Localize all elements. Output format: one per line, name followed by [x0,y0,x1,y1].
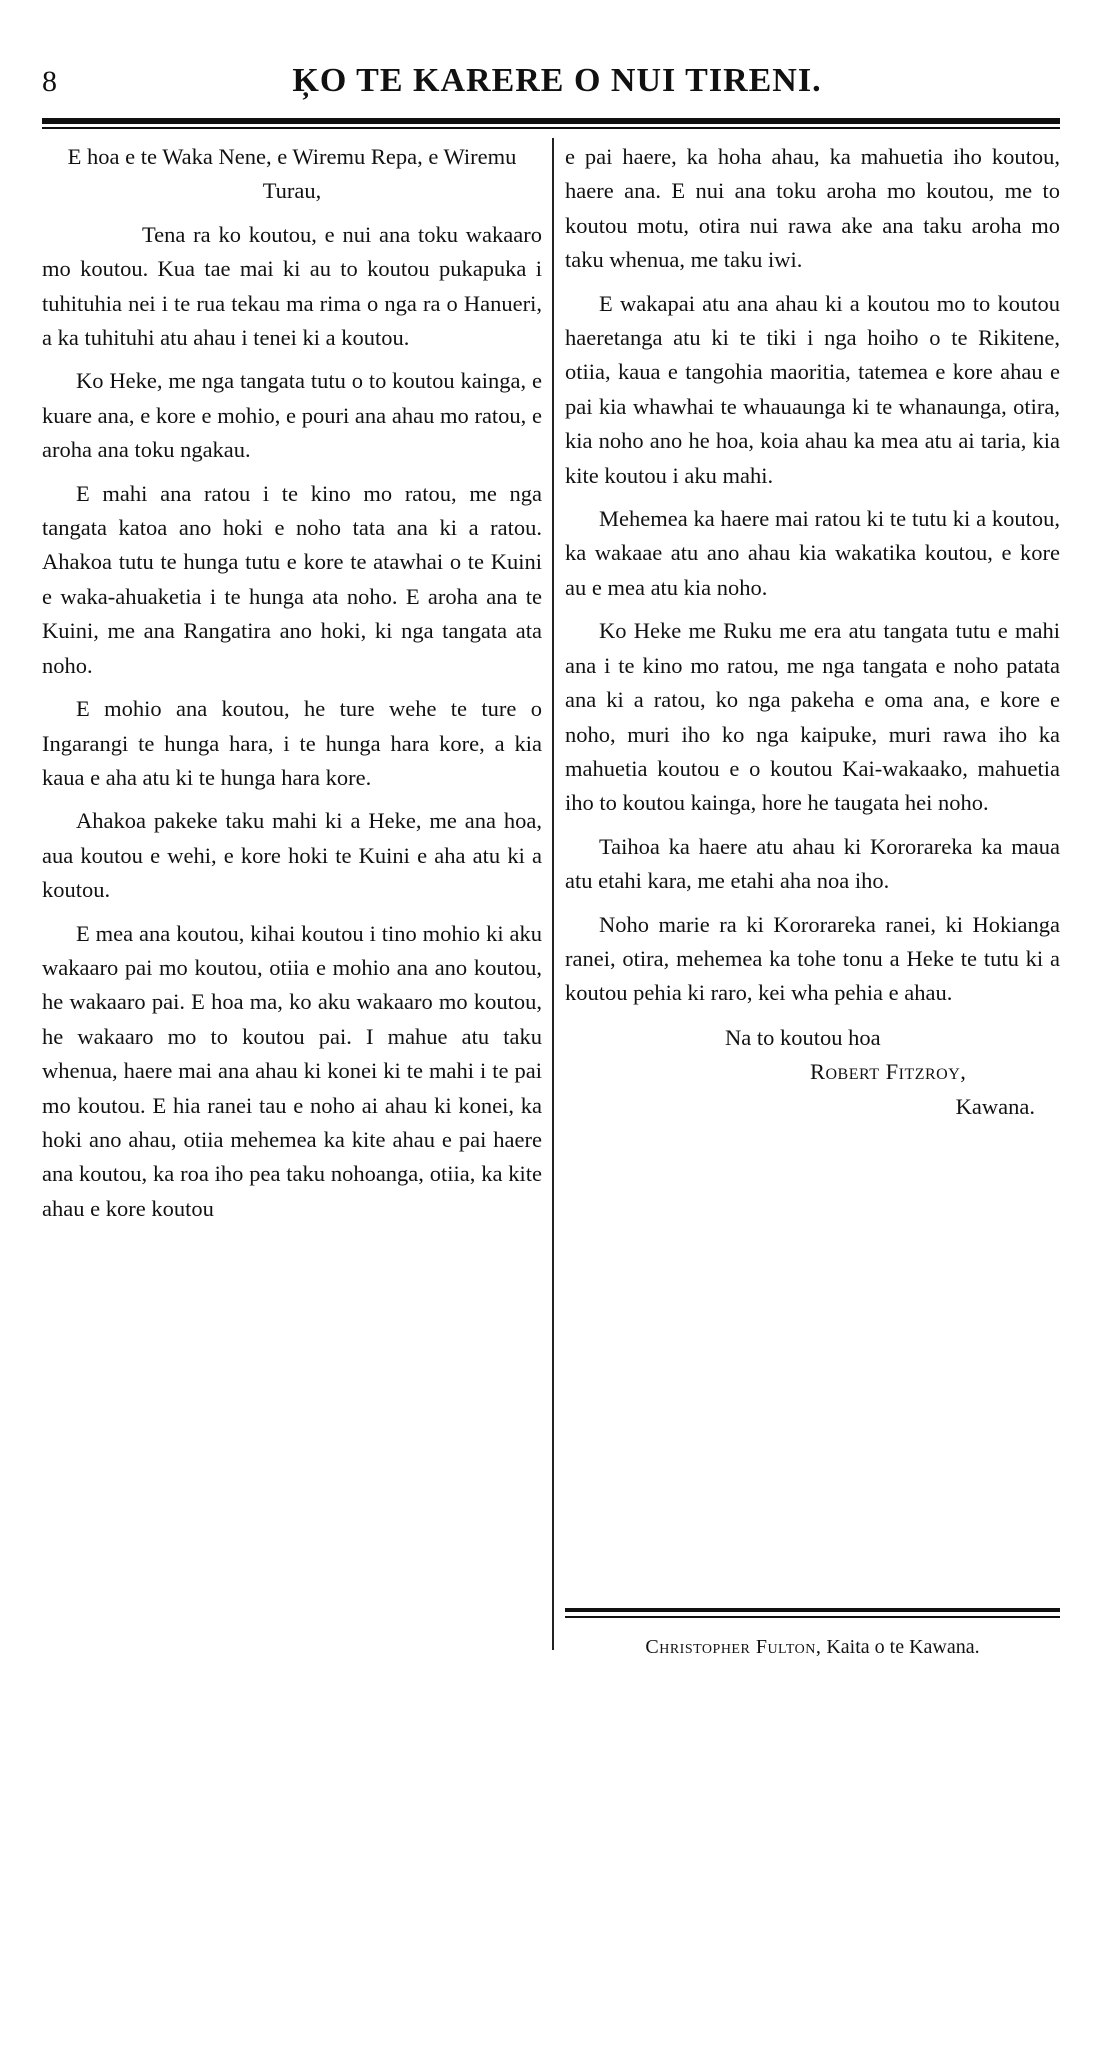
letter-paragraph-4: Ahakoa pakeke taku mahi ki a Heke, me ana hoa, aua koutou e wehi, e kore hoki te Kuini e aha atu ki a koutou. [42,808,542,903]
masthead-title: ĶO TE KARERE O NUI TIRENI. [292,62,822,99]
signature-block [565,1021,1060,1124]
letter-salutation: E hoa e te Waka Nene, e Wiremu Repa, e Wiremu Turau, [67,144,517,204]
end-rule-thin [565,1616,1060,1618]
signer-title: Kawana. [955,1093,1035,1119]
right-column [565,140,1060,1124]
masthead-rule-thin [42,127,1060,129]
printer-role: Kaita o te Kawana. [826,1636,980,1658]
letter-paragraph-2: E mahi ana ratou i te kino mo ratou, me nga tangata katoa ano hoki e noho tata ana ki a ratou. Ahakoa tutu te hunga tutu e kore te atawhai o te Kuini e waka-ahuaketia i te hunga ata noho. E aroha ana te Kuini, me ana Rangatira ano hoki, ki nga tangata ata noho. [42,480,542,678]
letter-paragraph-10: Noho marie ra ki Kororareka ranei, ki Hokianga ranei, otira, mehemea ka tohe tonu a Heke te tutu ki a koutou pehia ki raro, kei wha pehia e ahau. [565,911,1060,1006]
letter-paragraph-9: Taihoa ka haere atu ahau ki Kororareka ka maua atu etahi kara, me etahi aha noa iho. [565,833,1060,894]
page-number: 8 [42,65,57,98]
letter-greeting: Tena ra ko koutou, e nui ana toku wakaaro mo koutou. Kua tae mai ki au to koutou pukapuka i tuhituhia nei i te rua tekau ma rima o nga ra o Hanueri, a ka tuhituhi atu ahau i tenei ki a koutou. [42,221,542,351]
masthead-rule-thick [42,118,1060,124]
left-column [42,140,542,1226]
letter-paragraph-5-part-2: e pai haere, ka hoha ahau, ka mahuetia iho koutou, haere ana. E nui ana toku aroha mo koutou, me to koutou motu, otira nui rawa ake ana taku aroha mo taku whenua, me taku iwi. [565,144,1060,273]
letter-paragraph-3: E mohio ana koutou, he ture wehe te ture o Ingarangi te hunga hara, i te hunga hara kore, a kia kaua e aha atu ki te hunga hara kore. [42,696,542,790]
letter-paragraph-6: E wakapai atu ana ahau ki a koutou mo to koutou haeretanga atu ki te tiki i nga hoiho o te Rikitene, otiia, kaua e tangohia maoritia, tatemea e kore ahau e pai kia whawhai te whauaunga ki te whanaunga, otira, kia noho ano he hoa, koia ahau ka mea atu ai taria, kia kite koutou i aku mahi. [565,290,1060,488]
letter-paragraph-5-part-1: E mea ana koutou, kihai koutou i tino mohio ki aku wakaaro pai mo koutou, otiia e mohio ana ano koutou, he wakaaro pai. E hoa ma, ko aku wakaaro mo koutou, he wakaaro mo to koutou pai. I mahue atu taku whenua, haere mai ana ahau ki konei ki te mahi i te pai mo koutou. E hia ranei tau e noho ai ahau ki konei, ka hoki ano ahau, otiia mehemea ka kite ahau e pai haere ana koutou, ka roa iho pea taku nohoanga, otiia, ka kite ahau e kore koutou [42,920,542,1221]
printer-name: Christopher Fulton, [645,1636,822,1658]
signer-name: Robert Fitzroy, [810,1059,967,1085]
end-rule-thick [565,1608,1060,1612]
letter-paragraph-1: Ko Heke, me nga tangata tutu o to koutou kainga, e kuare ana, e kore e mohio, e pouri ana ahau mo ratou, e aroha ana toku ngakau. [42,368,542,463]
letter-paragraph-8: Ko Heke me Ruku me era atu tangata tutu e mahi ana i te kino mo ratou, me nga tangata e noho patata ana ki a ratou, ko nga pakeha e oma ana, e kore e noho, muri iho ko nga kaipuke, muri rawa iho ka mahuetia koutou e o koutou Kai-wakaako, mahuetia iho to koutou kainga, hore he taugata hei noho. [565,618,1060,816]
column-divider [552,138,554,1650]
signoff-line: Na to koutou hoa [725,1024,881,1050]
printer-credit [565,1632,1060,1662]
letter-paragraph-7: Mehemea ka haere mai ratou ki te tutu ki a koutou, ka wakaae atu ano ahau kia wakatika koutou, e kore au e mea atu kia noho. [565,506,1060,600]
